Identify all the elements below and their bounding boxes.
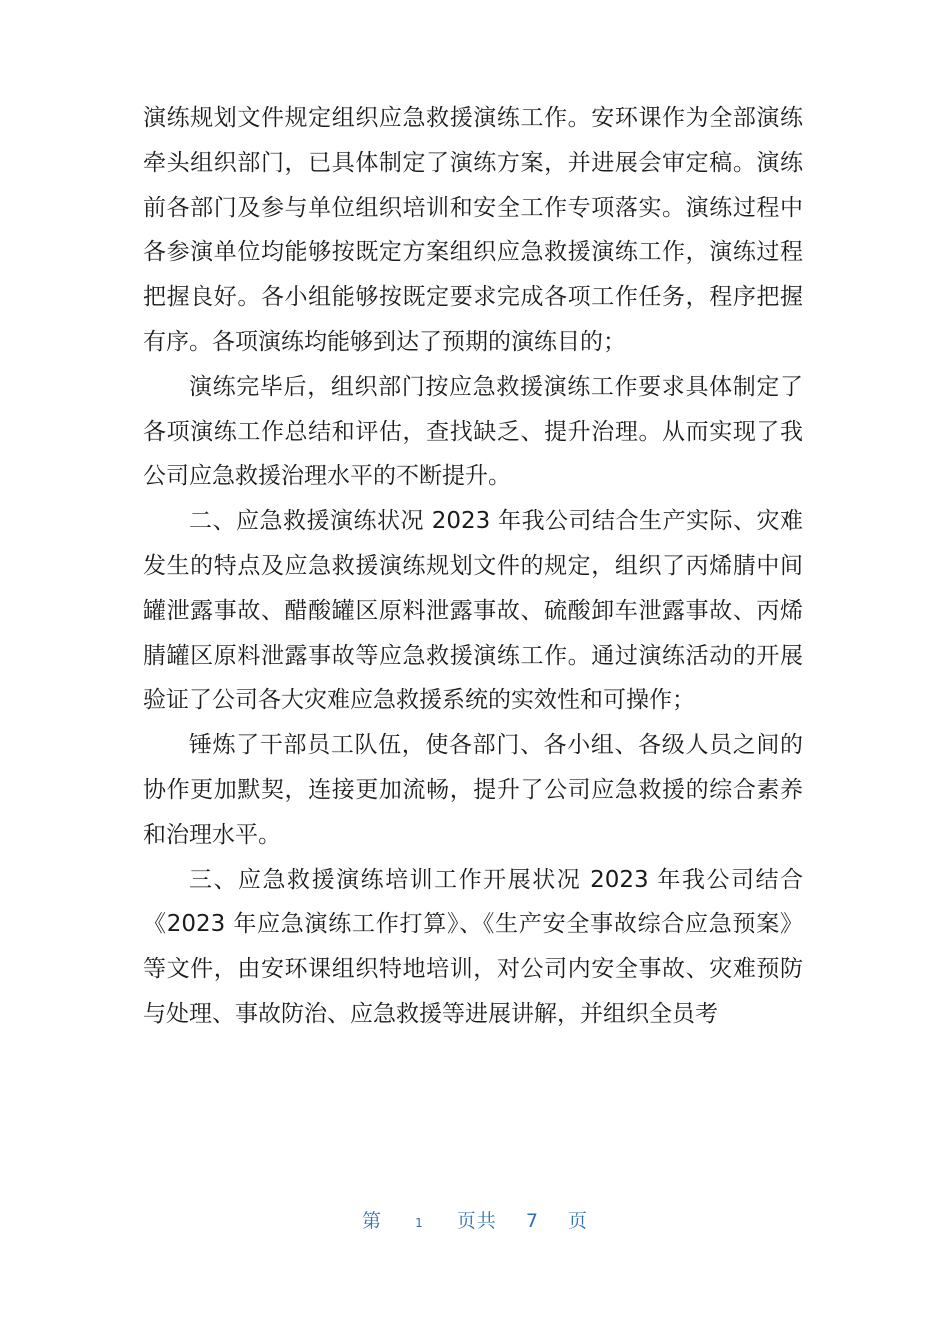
paragraph-1: 演练规划文件规定组织应急救援演练工作。安环课作为全部演练牵头组织部门，已具体制定了演练方案，并进展会审定稿。演练前各部门及参与单位组织培训和安全工作专项落实。演练过程中各参演单位均能够按既定方案组织应急救援演练工作，演练过程把握良好。各小组能够按既定要求完成各项工作任务，程序把握有序。各项演练均能够到达了预期的演练目的； xyxy=(143,105,803,355)
paragraph-5: 三、应急救援演练培训工作开展状况 2023 年我公司结合《2023 年应急演练工作打算》、《生产安全事故综合应急预案》等文件，由安环课组织特地培训，对公司内安全事故、灾难预防与处理、事故防治、应急救援等进展讲解，并组织全员考 xyxy=(143,866,803,1027)
page-footer xyxy=(0,1206,950,1233)
paragraph-2: 演练完毕后，组织部门按应急救援演练工作要求具体制定了各项演练工作总结和评估，查找缺乏、提升治理。从而实现了我公司应急救援治理水平的不断提升。 xyxy=(143,373,803,490)
paragraph-4: 锤炼了干部员工队伍，使各部门、各小组、各级人员之间的协作更加默契，连接更加流畅，提升了公司应急救援的综合素养和治理水平。 xyxy=(143,732,803,848)
footer-prefix: 第 xyxy=(362,1210,383,1232)
footer-total-pages: 7 xyxy=(525,1210,539,1232)
document-body xyxy=(143,96,803,1037)
footer-suffix: 页 xyxy=(567,1210,588,1232)
footer-current-page: 1 xyxy=(415,1216,424,1230)
paragraph-3: 二、应急救援演练状况 2023 年我公司结合生产实际、灾难发生的特点及应急救援演练规划文件的规定，组织了丙烯腈中间罐泄露事故、醋酸罐区原料泄露事故、硫酸卸车泄露事故、丙烯腈罐区原料泄露事故等应急救援演练工作。通过演练活动的开展验证了公司各大灾难应急救援系统的实效性和可操作； xyxy=(143,508,803,714)
footer-middle: 页共 xyxy=(456,1210,497,1232)
